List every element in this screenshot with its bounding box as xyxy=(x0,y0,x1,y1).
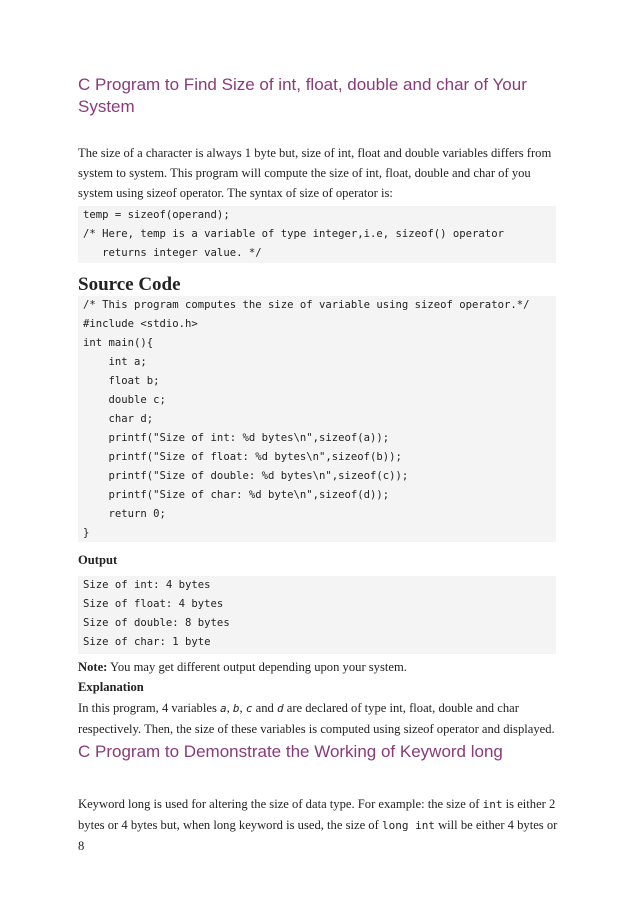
output-code-block xyxy=(78,576,556,654)
intro-line-3: system using sizeof operator. The syntax of size of operator is: xyxy=(78,186,393,200)
separator: and xyxy=(252,701,277,715)
code-line: double c; xyxy=(83,394,166,406)
note-label: Note: xyxy=(78,660,108,674)
code-line: printf("Size of float: %d bytes\n",sizeof(b)); xyxy=(83,451,402,463)
long-text: is either 2 xyxy=(502,797,556,811)
code-line: float b; xyxy=(83,375,160,387)
section-title-sizeof xyxy=(78,74,558,118)
explanation-heading: Explanation xyxy=(78,680,144,694)
explanation-paragraph xyxy=(78,698,558,739)
code-line: char d; xyxy=(83,413,154,425)
code-line: Size of float: 4 bytes xyxy=(83,598,224,610)
intro-line-2: system to system. This program will compute the size of int, float, double and char of you xyxy=(78,166,531,180)
output-heading: Output xyxy=(78,553,118,567)
code-line: Size of char: 1 byte xyxy=(83,636,211,648)
separator: , xyxy=(226,701,233,715)
code-line: printf("Size of double: %d bytes\n",sizeof(c)); xyxy=(83,470,409,482)
code-line: } xyxy=(83,527,90,539)
intro-line-1: The size of a character is always 1 byte but, size of int, float and double variables differs from xyxy=(78,146,552,160)
explanation-text: In this program, 4 variables xyxy=(78,701,220,715)
title-line-2: System xyxy=(78,97,135,116)
code-line: temp = sizeof(operand); xyxy=(83,209,230,221)
code-line: #include <stdio.h> xyxy=(83,318,198,330)
section-title-long: C Program to Demonstrate the Working of Keyword long xyxy=(78,742,503,761)
long-text: will be either 4 bytes or 8 xyxy=(78,818,558,853)
code-line: printf("Size of int: %d bytes\n",sizeof(a)); xyxy=(83,432,390,444)
inline-code-int: int xyxy=(482,798,503,811)
note-paragraph xyxy=(78,657,558,677)
title-line-1: C Program to Find Size of int, float, double and char of Your xyxy=(78,75,527,94)
long-text: bytes or 4 bytes but, when long keyword is used, the size of xyxy=(78,818,382,832)
source-code-heading: Source Code xyxy=(78,274,181,295)
intro-paragraph xyxy=(78,143,558,203)
inline-code-long-int: long int xyxy=(381,819,435,832)
code-line: Size of int: 4 bytes xyxy=(83,579,211,591)
source-code-block xyxy=(78,296,556,542)
variable-d: d xyxy=(276,702,284,715)
code-line: returns integer value. */ xyxy=(83,247,262,259)
code-line: /* Here, temp is a variable of type integer,i.e, sizeof() operator xyxy=(83,228,504,240)
code-line: int a; xyxy=(83,356,147,368)
explanation-line-2: respectively. Then, the size of these variables is computed using sizeof operator and displayed. xyxy=(78,722,555,736)
code-line: printf("Size of char: %d byte\n",sizeof(d)); xyxy=(83,489,390,501)
variable-b: b xyxy=(232,702,240,715)
variable-c: c xyxy=(245,702,253,715)
long-text: Keyword long is used for altering the size of data type. For example: the size of xyxy=(78,797,483,811)
code-line: /* This program computes the size of variable using sizeof operator.*/ xyxy=(83,299,530,311)
code-line: return 0; xyxy=(83,508,166,520)
code-line: int main(){ xyxy=(83,337,154,349)
long-paragraph xyxy=(78,794,558,856)
syntax-code-block xyxy=(78,206,556,263)
code-line: Size of double: 8 bytes xyxy=(83,617,230,629)
variable-a: a xyxy=(220,702,227,715)
note-text: You may get different output depending upon your system. xyxy=(107,660,407,674)
separator: , xyxy=(239,701,246,715)
explanation-text: are declared of type int, float, double and char xyxy=(283,701,519,715)
